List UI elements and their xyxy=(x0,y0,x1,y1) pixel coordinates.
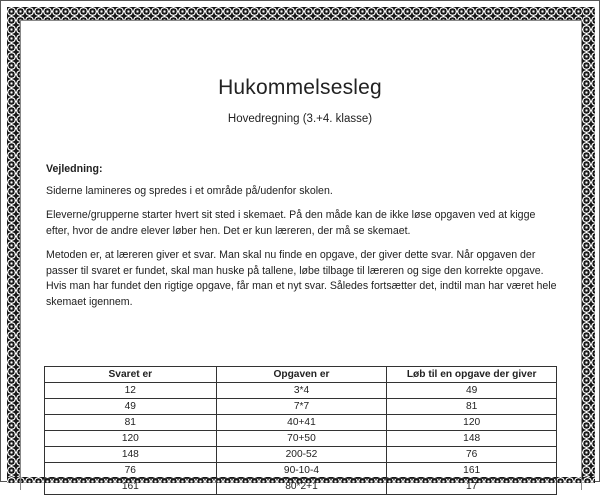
table-row xyxy=(45,447,557,463)
paragraph: Metoden er, at læreren giver et svar. Man skal nu finde en opgave, der giver dette svar. Når opgaven der passer til svaret er fundet, skal man huske på tallene, løbe tilbage til læreren og sige den korrekte opgave. Hvis man har fundet den rigtige opgave, får man et nyt svar. Således fortsætter det, indtil man har været hele skemaet igennem. xyxy=(46,249,557,308)
document-title: Hukommelsesleg xyxy=(218,76,382,99)
section-heading: Vejledning: xyxy=(46,163,103,175)
table-cell: 40+41 xyxy=(216,415,387,431)
table-cell: 161 xyxy=(387,463,557,479)
table-header-row xyxy=(45,367,557,383)
table-cell: 49 xyxy=(387,383,557,399)
table-cell: 17 xyxy=(387,479,557,495)
table-cell: 76 xyxy=(45,463,217,479)
paragraph: Eleverne/grupperne starter hvert sit sted i skemaet. På den måde kan de ikke løse opgaven ved at kigge efter, hvor de andre elever løber hen. Det er kun læreren, der må se skemaet. xyxy=(46,209,536,237)
table-row xyxy=(45,463,557,479)
table-cell: 7*7 xyxy=(216,399,387,415)
table-cell: 80*2+1 xyxy=(216,479,387,495)
column-header: Løb til en opgave der giver xyxy=(387,367,557,383)
table-cell: 120 xyxy=(387,415,557,431)
table-row xyxy=(45,431,557,447)
table-row xyxy=(45,399,557,415)
table-cell: 148 xyxy=(387,431,557,447)
table-cell: 70+50 xyxy=(216,431,387,447)
answer-table xyxy=(44,366,557,495)
table-cell: 148 xyxy=(45,447,217,463)
table-cell: 3*4 xyxy=(216,383,387,399)
table-cell: 120 xyxy=(45,431,217,447)
table-cell: 12 xyxy=(45,383,217,399)
column-header: Opgaven er xyxy=(216,367,387,383)
table-row xyxy=(45,415,557,431)
table-cell: 76 xyxy=(387,447,557,463)
table-cell: 161 xyxy=(45,479,217,495)
table-cell: 81 xyxy=(45,415,217,431)
document-subtitle: Hovedregning (3.+4. klasse) xyxy=(227,113,373,125)
table-cell: 200-52 xyxy=(216,447,387,463)
table-row xyxy=(45,479,557,495)
column-header: Svaret er xyxy=(45,367,217,383)
paragraph: Siderne lamineres og spredes i et område på/udenfor skolen. xyxy=(46,185,333,197)
table-cell: 81 xyxy=(387,399,557,415)
table-cell: 49 xyxy=(45,399,217,415)
table-cell: 90-10-4 xyxy=(216,463,387,479)
table-row xyxy=(45,383,557,399)
